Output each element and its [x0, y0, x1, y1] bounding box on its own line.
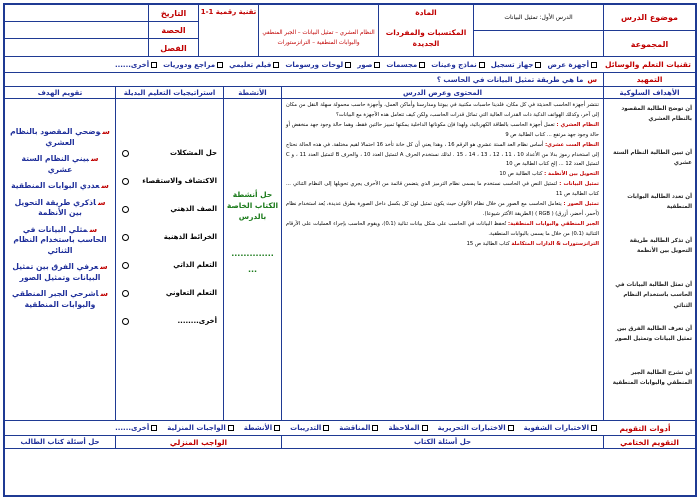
material-cell: [378, 5, 473, 56]
objectives-column: [603, 99, 695, 420]
checkbox-icon[interactable]: [372, 425, 378, 431]
competencies-value: النظام العشري – تمثيل البيانات – الجبر المنطقي والبوابات المنطقية – الترانزستورات: [262, 30, 375, 46]
material-option[interactable]: أجهزة عرض: [547, 61, 599, 69]
objective-item: أن تذكر الطالبة طريقة التحويل بين الأنظمة: [629, 238, 692, 255]
tech-label: تقنية رقمية 1-1: [200, 8, 257, 16]
evaluation-question: سبيني النظام الستة عشري: [21, 154, 99, 174]
evaluation-column: [5, 99, 115, 420]
tool-option[interactable]: التدريبات: [290, 424, 331, 432]
tools-list: [107, 424, 599, 432]
book-questions: حل أسئلة الكتاب: [281, 436, 603, 448]
material-option[interactable]: لوحات ورسومات: [285, 61, 353, 69]
competencies-value-cell: [258, 5, 378, 56]
material-option[interactable]: جهاز تسجيل: [491, 61, 544, 69]
material-option[interactable]: مجسمات: [386, 61, 427, 69]
objective-item: أن تشرح الطالبة الجبر المنطقي والبوابات المنطقية: [612, 370, 692, 387]
evaluation-question: سوضحي المقصود بالنظام العشري: [10, 127, 110, 147]
material-option[interactable]: مراجع ودوريات: [163, 61, 225, 69]
student-book-questions: حل أسئلة كتاب الطالب: [20, 438, 100, 446]
tool-option[interactable]: الاختبارات الشفوية: [524, 424, 599, 432]
objective-item: أن تبين الطالبة النظام الستة عشري: [613, 150, 692, 167]
content-header: المحتوى وعرض الدرس: [281, 87, 603, 98]
group-label: المجموعة: [630, 39, 669, 49]
lesson-plan-page: [3, 3, 697, 497]
tool-option[interactable]: الملاحظة: [388, 424, 429, 432]
radio-circle-icon[interactable]: [122, 234, 129, 241]
period-label: الحصة: [149, 22, 198, 39]
tech-cell: [198, 5, 258, 56]
lesson-title-cell: [473, 5, 603, 56]
subject-label: موضوع الدرس: [604, 5, 695, 31]
material-option[interactable]: أخرى......: [115, 61, 159, 69]
column-headers: [5, 87, 695, 99]
radio-circle-icon[interactable]: [122, 178, 129, 185]
checkbox-icon[interactable]: [591, 62, 597, 68]
intro-question: ما هي طريقة تمثيل البيانات في الحاسب ؟: [436, 75, 584, 84]
strategy-option[interactable]: التعلم التعاوني: [116, 279, 223, 307]
checkbox-icon[interactable]: [217, 62, 223, 68]
tool-option[interactable]: الواجبات المنزلية: [167, 424, 235, 432]
strategies-list: [116, 139, 223, 335]
checkbox-icon[interactable]: [374, 62, 380, 68]
material-option[interactable]: صور: [357, 61, 382, 69]
tool-option[interactable]: الأنشطة: [244, 424, 282, 432]
final-label: التقويم الختامي: [603, 436, 695, 448]
checkbox-icon[interactable]: [591, 425, 597, 431]
evaluation-question: سعددي البوابات المنطقية: [11, 181, 109, 190]
objective-item: أن تعرف الطالبة الفرق بين تمثيل البيانات وتمثيل الصور: [615, 326, 692, 343]
body-section: [5, 99, 695, 421]
content-column: [281, 99, 603, 420]
material-option[interactable]: نماذج وعينات: [431, 61, 487, 69]
strategy-option[interactable]: أخرى........: [116, 307, 223, 335]
content-p1: النظام العشري : تعمل أجهزة الحاسب بالطاقة الكهربائية، ولهذا فإن مكوناتها الداخلية يمكنها تمييز حالتين فقط، وهما حالة وجود جهد منخفض أو حالة وجود جهد مرتفع ... كتاب الطالبة ص 9: [286, 121, 599, 138]
tool-option[interactable]: أخرى......: [115, 424, 159, 432]
intro-label: التمهيد: [603, 73, 695, 86]
date-values-cell: [5, 5, 148, 56]
radio-circle-icon[interactable]: [122, 262, 129, 269]
strategy-option[interactable]: التعلم الذاتي: [116, 251, 223, 279]
checkbox-icon[interactable]: [535, 62, 541, 68]
lesson-title: الدرس الأول: تمثيل البيانات: [474, 5, 603, 31]
objective-item: أن تعدد الطالبة البوابات المنطقية: [627, 194, 692, 211]
intro-question-prefix: س: [587, 75, 597, 84]
tool-option[interactable]: المناقشة: [339, 424, 380, 432]
content-p4: تمثيل البيانات : لتمثيل النص في الحاسب نستخدم ما يسمى نظام الترميز الذي يتضمن قائمة من الأحرف يجري تحويلها إلى النظام الثنائي ... كتاب الطالبة ص 11: [286, 181, 599, 198]
radio-circle-icon[interactable]: [122, 318, 129, 325]
homework-label: الواجب المنزلي: [115, 436, 281, 448]
checkbox-icon[interactable]: [273, 62, 279, 68]
evaluation-question: ساذكري طريقة التحويل بين الأنظمة: [14, 197, 106, 217]
competencies-label: المكتسبات والمفردات الجديدة: [385, 28, 467, 48]
activities-text: حل أنشطة الكتاب الخاصة بالدرس: [226, 190, 279, 221]
date-cell: [148, 5, 198, 56]
materials-list: [111, 61, 599, 69]
content-p5: تمثيل الصور : يتعامل الحاسب مع الصور من خلال نظام الألوان حيث يكون تمثيل لون كل بكسل داخل الصورة بطرق عديدة، يُعد استخدام نظام (أحمر، أخضر، أزرق) ( RGB ) (الطريقة الأكثر شيوعا).: [286, 201, 599, 217]
checkbox-icon[interactable]: [422, 425, 428, 431]
strategy-option[interactable]: الصف الذهني: [116, 195, 223, 223]
checkbox-icon[interactable]: [274, 425, 280, 431]
radio-circle-icon[interactable]: [122, 290, 129, 297]
checkbox-icon[interactable]: [323, 425, 329, 431]
checkbox-icon[interactable]: [228, 425, 234, 431]
intro-question-cell: [5, 73, 603, 86]
content-p3: التحويل بين الأنظمة : كتاب الطالبة ص 10: [499, 171, 599, 178]
radio-circle-icon[interactable]: [122, 150, 129, 157]
evaluation-header: تقويم الهدف: [37, 88, 83, 97]
strategy-option[interactable]: حل المشكلات: [116, 139, 223, 167]
activities-dots-2: ...: [247, 265, 258, 274]
objectives-list: [604, 103, 695, 411]
materials-row: [5, 57, 695, 73]
group-value: [474, 31, 603, 56]
evaluation-list: [5, 127, 115, 310]
class-label: الفصل: [160, 43, 187, 53]
content-intro: تنتشر أجهزة الحاسب الحديثة في كل مكان، فلدينا حاسبات مكتبية في بيوتنا ومدارسنا وأماكن العمل، وأجهزة حاسب محمولة سهلة النقل من مكان إلى آخر، وكذلك الهواتف الذكية ذات القدرات العالية التي تماثل قدرات الحاسب، ولكن كيف تتعامل هذه الأجهزة مع البيانات؟: [286, 102, 599, 118]
material-label: المادة: [415, 7, 437, 17]
content-p2: النظام الست عشري: أساس نظام العد الستة عشري هو الرقم 16 ، وهذا يعني أن كل خانة تأخذ 16 احتمالا لقيم مختلفة. في هذه الحالة نحتاج إلى استخدام رموز بدلا من الأعداد 10 ، 11 ، 12 ، 13 ، 14 ، 15 . لذلك نستخدم الحرف A لتمثيل العدد 10 ، والحرف B لتمثيل العدد 11 ، و C لتمثيل العدد 12 ... إلخ كتاب الطالبة ص 10: [286, 141, 600, 168]
checkbox-icon[interactable]: [508, 425, 514, 431]
strategies-header: استراتيجيات التعليم البديلة: [115, 87, 223, 98]
content-p6: الجبر المنطقي والبوابات المنطقية: تُحفظ البيانات في الحاسب على شكل بيانات ثنائية (0،1)، ويقوم الحاسب بإجراء العمليات على الأرقام الثنائية (0،1) من خلال ما يسمى بالبوابات المنطقية.: [286, 220, 599, 237]
final-row: [5, 436, 695, 449]
checkbox-icon[interactable]: [419, 62, 425, 68]
tools-row: [5, 421, 695, 436]
evaluation-question: سعرفي الفرق بين تمثيل البيانات وتمثيل الصور: [12, 262, 108, 282]
checkbox-icon[interactable]: [151, 425, 157, 431]
evaluation-question: ساشرحي الجبر المنطقي والبوابات المنطقية: [12, 289, 108, 309]
activities-column: [223, 99, 281, 420]
header-section: [5, 5, 695, 57]
date-label: التاريخ: [149, 5, 198, 22]
strategy-option[interactable]: الاكتشاف والاستقصاء: [116, 167, 223, 195]
checkbox-icon[interactable]: [479, 62, 485, 68]
objective-item: أن توضح الطالبة المقصود بالنظام العشري: [621, 106, 692, 123]
objective-item: أن تمثل الطالبة البيانات في الحاسب باستخدام النظام الثنائي: [615, 282, 692, 309]
tool-option[interactable]: الاختبارات التحريرية: [438, 424, 516, 432]
subject-label-cell: [603, 5, 695, 56]
material-option[interactable]: فيلم تعليمي: [229, 61, 281, 69]
objectives-header: الأهداف السلوكية: [603, 87, 695, 98]
radio-circle-icon[interactable]: [122, 206, 129, 213]
materials-label: تقنيات التعلم والوسائل: [605, 60, 691, 69]
activities-header: الأنشطة: [223, 87, 281, 98]
evaluation-question: سمثلي البيانات في الحاسب باستخدام النظام الثنائي: [13, 224, 107, 255]
checkbox-icon[interactable]: [345, 62, 351, 68]
checkbox-icon[interactable]: [151, 62, 157, 68]
activities-dots-1: ..............: [231, 249, 274, 258]
content-p7: الترانزستورات & الدارات المتكاملة كتاب الطالبة ص 15: [466, 240, 599, 247]
intro-row: [5, 73, 695, 87]
strategy-option[interactable]: الخرائط الذهنية: [116, 223, 223, 251]
strategies-column: [115, 99, 223, 420]
tools-label: أدوات التقويم: [619, 423, 671, 433]
